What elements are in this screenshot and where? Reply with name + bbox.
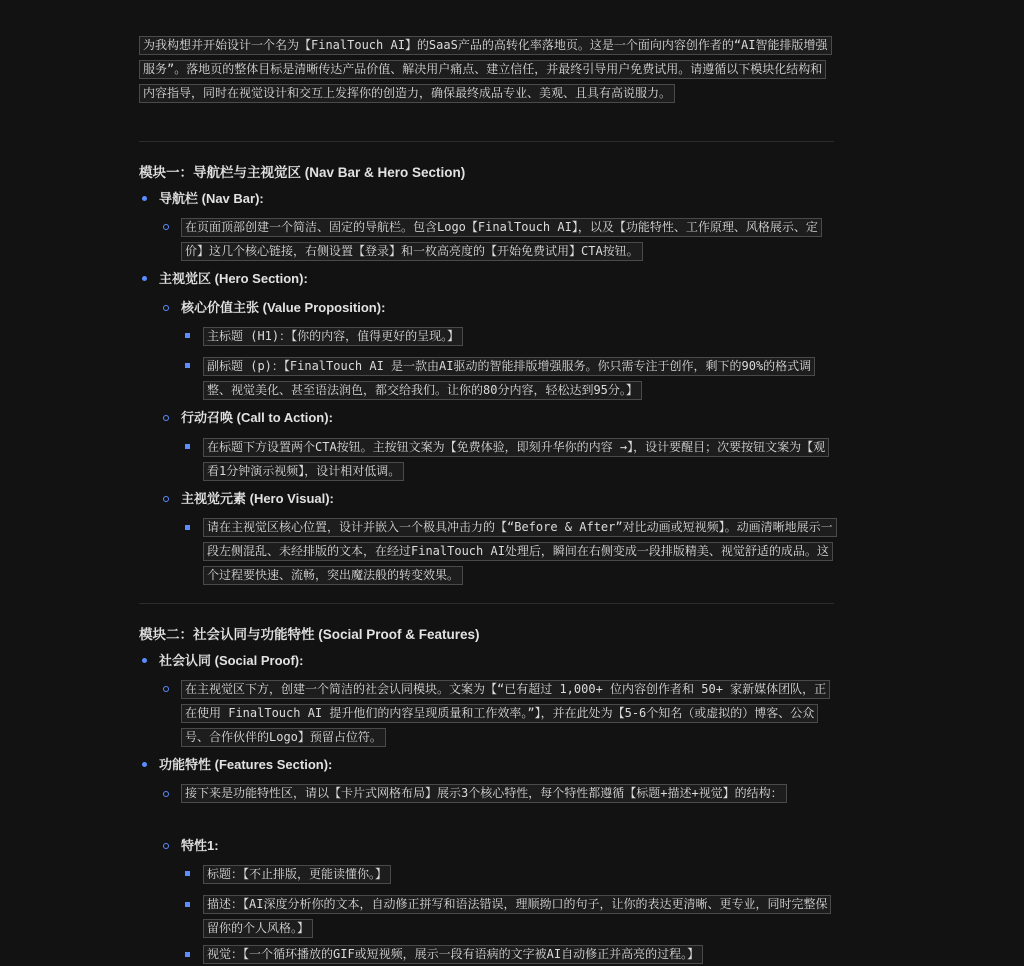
cta-label: 行动召唤 (Call to Action): bbox=[181, 410, 333, 425]
bullet-circle bbox=[163, 791, 169, 797]
bullet-square bbox=[185, 902, 190, 907]
feature1-title: 标题：【不止排版，更能读懂你。】 bbox=[203, 865, 391, 884]
bullet-disc bbox=[142, 762, 147, 767]
bullet-circle bbox=[163, 686, 169, 692]
bullet-square bbox=[185, 333, 190, 338]
bullet-square bbox=[185, 952, 190, 957]
h1-text: 主标题 (H1)：【你的内容，值得更好的呈现。】 bbox=[203, 327, 463, 346]
value-proposition-label: 核心价值主张 (Value Proposition): bbox=[181, 300, 386, 315]
bullet-disc bbox=[142, 276, 147, 281]
bullet-disc bbox=[142, 196, 147, 201]
intro-text: 为我构想并开始设计一个名为【FinalTouch AI】的SaaS产品的高转化率落地页。这是一个面向内容创作者的“AI智能排版增强服务”。落地页的整体目标是清晰传达产品价值、解决用户痛点、建立信任，并最终引导用户免费试用。请遵循以下模块化结构和内容指导，同时在视觉设计和交互上发挥你的创造力，确保最终成品专业、美观、且具有高说服力。 bbox=[139, 36, 832, 103]
hero-visual-label: 主视觉元素 (Hero Visual): bbox=[181, 491, 334, 506]
divider bbox=[139, 603, 834, 604]
bullet-circle bbox=[163, 843, 169, 849]
nav-bar-label: 导航栏 (Nav Bar): bbox=[159, 191, 264, 206]
cta-text: 在标题下方设置两个CTA按钮。主按钮文案为【免费体验，即刻升华你的内容 →】，设计要醒目；次要按钮文案为【观看1分钟演示视频】，设计相对低调。 bbox=[203, 438, 829, 481]
module1-heading: 模块一：导航栏与主视觉区 (Nav Bar & Hero Section) bbox=[139, 165, 466, 180]
features-text: 接下来是功能特性区，请以【卡片式网格布局】展示3个核心特性，每个特性都遵循【标题+描述+视觉】的结构： bbox=[181, 784, 787, 803]
module2-heading: 模块二：社会认同与功能特性 (Social Proof & Features) bbox=[139, 627, 480, 642]
hero-section-label: 主视觉区 (Hero Section): bbox=[159, 271, 308, 286]
bullet-square bbox=[185, 444, 190, 449]
subtitle-text: 副标题 (p)：【FinalTouch AI 是一款由AI驱动的智能排版增强服务。你只需专注于创作，剩下的90%的格式调整、视觉美化、甚至语法润色，都交给我们。让你的80分内容，轻松达到95分。】 bbox=[203, 357, 815, 400]
intro-paragraph bbox=[139, 33, 834, 105]
bullet-circle bbox=[163, 224, 169, 230]
feature1-visual: 视觉：【一个循环播放的GIF或短视频，展示一段有语病的文字被AI自动修正并高亮的过程。】 bbox=[203, 945, 703, 964]
nav-bar-text: 在页面顶部创建一个简洁、固定的导航栏。包含Logo【FinalTouch AI】，以及【功能特性、工作原理、风格展示、定价】这几个核心链接，右侧设置【登录】和一枚高亮度的【开始免费试用】CTA按钮。 bbox=[181, 218, 822, 261]
bullet-circle bbox=[163, 415, 169, 421]
divider bbox=[139, 141, 834, 142]
bullet-square bbox=[185, 871, 190, 876]
social-proof-text: 在主视觉区下方，创建一个简洁的社会认同模块。文案为【“已有超过 1,000+ 位内容创作者和 50+ 家新媒体团队，正在使用 FinalTouch AI 提升他们的内容呈现质量和工作效率。”】，并在此处为【5-6个知名（或虚拟的）博客、公众号、合作伙伴的Logo】预留占位符。 bbox=[181, 680, 830, 747]
bullet-disc bbox=[142, 658, 147, 663]
bullet-square bbox=[185, 525, 190, 530]
feature1-description: 描述：【AI深度分析你的文本，自动修正拼写和语法错误，理顺拗口的句子，让你的表达更清晰、更专业，同时完整保留你的个人风格。】 bbox=[203, 895, 831, 938]
features-section-label: 功能特性 (Features Section): bbox=[159, 757, 333, 772]
hero-visual-text: 请在主视觉区核心位置，设计并嵌入一个极具冲击力的【“Before & After”对比动画或短视频】。动画清晰地展示一段左侧混乱、未经排版的文本，在经过FinalTouch AI处理后，瞬间在右侧变成一段排版精美、视觉舒适的成品。这个过程要快速、流畅，突出魔法般的转变效果。 bbox=[203, 518, 837, 585]
bullet-circle bbox=[163, 496, 169, 502]
bullet-circle bbox=[163, 305, 169, 311]
feature1-label: 特性1: bbox=[181, 838, 219, 853]
bullet-square bbox=[185, 363, 190, 368]
social-proof-label: 社会认同 (Social Proof): bbox=[159, 653, 304, 668]
